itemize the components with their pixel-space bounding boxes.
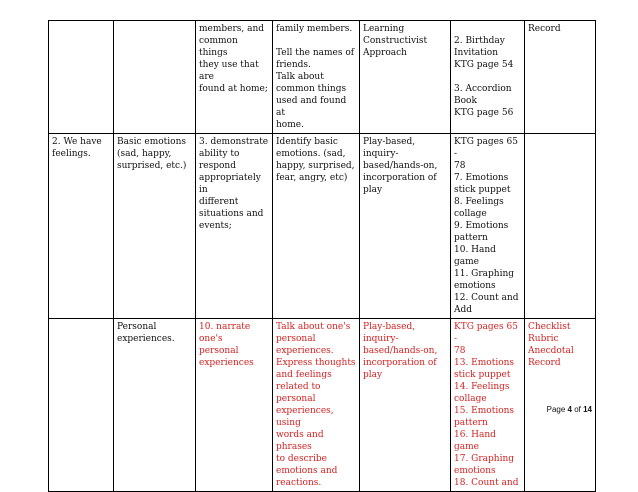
activity-cell: family members. Tell the names of friends. Talk about common things used and found at home.: [273, 21, 360, 134]
lesson-plan-table: [48, 20, 596, 492]
materials-cell: 2. Birthday Invitation KTG page 54 3. Accordion Book KTG page 56: [451, 21, 525, 134]
subtopic-cell: Basic emotions (sad, happy, surprised, etc.): [114, 134, 196, 319]
competency-cell: 10. narrate one's personal experiences: [196, 319, 273, 492]
footer-prefix: Page: [546, 405, 568, 414]
footer-of: of: [571, 405, 584, 414]
competency-cell: members, and common things they use that are found at home;: [196, 21, 273, 134]
approach-cell: Play-based, inquiry- based/hands-on, incorporation of play: [360, 134, 451, 319]
footer-total-pages: 14: [583, 405, 592, 414]
table-body: [49, 21, 596, 492]
activity-cell: Identify basic emotions. (sad, happy, surprised, fear, angry, etc): [273, 134, 360, 319]
row-basic-emotions: [49, 134, 596, 319]
activity-cell: Talk about one's personal experiences. Express thoughts and feelings related to personal experiences, using words and phrases to describe emotions and reactions.: [273, 319, 360, 492]
topic-cell: [49, 319, 114, 492]
page-footer: [547, 405, 592, 414]
subtopic-cell: [114, 21, 196, 134]
materials-cell: KTG pages 65 - 78 13. Emotions stick puppet 14. Feelings collage 15. Emotions pattern 16. Hand game 17. Graphing emotions 18. Count and: [451, 319, 525, 492]
footer-page-number: 4: [567, 405, 572, 414]
subtopic-cell: Personal experiences.: [114, 319, 196, 492]
topic-cell: 2. We have feelings.: [49, 134, 114, 319]
competency-cell: 3. demonstrate ability to respond appropriately in different situations and events;: [196, 134, 273, 319]
assessment-cell: [525, 134, 596, 319]
approach-cell: Play-based, inquiry- based/hands-on, incorporation of play: [360, 319, 451, 492]
row-personal-experiences: [49, 319, 596, 492]
assessment-cell: Checklist Rubric Anecdotal Record: [525, 319, 596, 492]
assessment-cell: Record: [525, 21, 596, 134]
materials-cell: KTG pages 65 - 78 7. Emotions stick puppet 8. Feelings collage 9. Emotions pattern 10. Hand game 11. Graphing emotions 12. Count and Add: [451, 134, 525, 319]
topic-cell: [49, 21, 114, 134]
row-top-continued: [49, 21, 596, 134]
approach-cell: Learning Constructivist Approach: [360, 21, 451, 134]
